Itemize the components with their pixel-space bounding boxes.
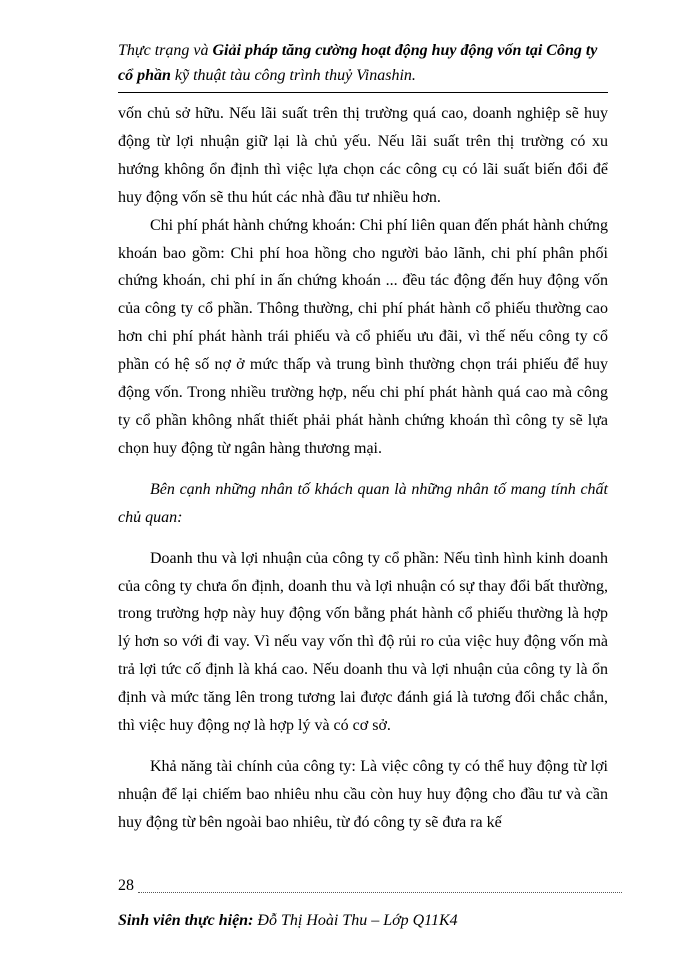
paragraph-continuation: vốn chủ sở hữu. Nếu lãi suất trên thị trường quá cao, doanh nghiệp sẽ huy động từ lợi nhuận giữ lại là chủ yếu. Nếu lãi suất trên thị trường có xu hướng không ổn định thì việc lựa chọn các công cụ có lãi suất biến đổi để huy động vốn sẽ thu hút các nhà đầu tư nhiều hơn. <box>118 105 608 206</box>
paragraph-revenue-profit: Doanh thu và lợi nhuận của công ty cổ phần: Nếu tình hình kinh doanh của công ty chưa ổn định, doanh thu và lợi nhuận có sự thay đổi bất thường, trong trường hợp này huy động vốn bằng phát hành cổ phiếu thường là hợp lý hơn so với đi vay. Vì nếu vay vốn thì độ rủi ro của việc huy động vốn mà trả lợi tức cố định là khá cao. Nếu doanh thu và lợi nhuận của công ty là ổn định và mức tăng lên trong tương lai được đánh giá là tương đối chắc chắn, thì việc huy động nợ là hợp lý và có cơ sở. <box>118 549 608 735</box>
footer-dotted-line <box>138 892 622 893</box>
paragraph-financial-capacity: Khả năng tài chính của công ty: Là việc công ty có thể huy động từ lợi nhuận để lại chiếm bao nhiêu nhu cầu còn huy huy động cho đầu tư và cần huy động từ bên ngoài bao nhiêu, từ đó công ty sẽ đưa ra kế <box>118 757 608 831</box>
header-rule <box>118 92 608 93</box>
footer-author <box>118 910 618 932</box>
header-title-bold: Giải pháp tăng cường hoạt động huy động vốn tại Công ty cổ phần <box>118 42 598 84</box>
page-number: 28 <box>118 877 134 894</box>
document-body <box>118 100 608 837</box>
author-value: Đỗ Thị Hoài Thu – Lớp Q11K4 <box>253 912 458 929</box>
author-label: Sinh viên thực hiện: <box>118 912 254 929</box>
paragraph-issuance-cost: Chi phí phát hành chứng khoán: Chi phí liên quan đến phát hành chứng khoán bao gồm: Chi phí hoa hồng cho người bảo lãnh, chi phí phân phối chứng khoán, chi phí in ấn chứng khoán ... đều tác động đến huy động vốn của công ty cổ phần. Thông thường, chi phí phát hành cổ phiếu thường cao hơn chi phí phát hành trái phiếu và cổ phiếu ưu đãi, vì thế nếu công ty cổ phần có hệ số nợ ở mức thấp và trung bình thường chọn trái phiếu để huy động vốn. Trong nhiều trường hợp, nếu chi phí phát hành quá cao mà công ty cổ phần không nhất thiết phải phát hành chứng khoán thì công ty sẽ lựa chọn huy động từ ngân hàng thương mại. <box>118 216 608 457</box>
header-text-tail: kỹ thuật tàu công trình thuỷ Vinashin. <box>170 67 416 84</box>
header-text-lead: Thực trạng và <box>118 42 213 59</box>
page-header <box>118 38 608 88</box>
paragraph-subjective-factors: Bên cạnh những nhân tố khách quan là những nhân tố mang tính chất chủ quan: <box>118 480 608 526</box>
